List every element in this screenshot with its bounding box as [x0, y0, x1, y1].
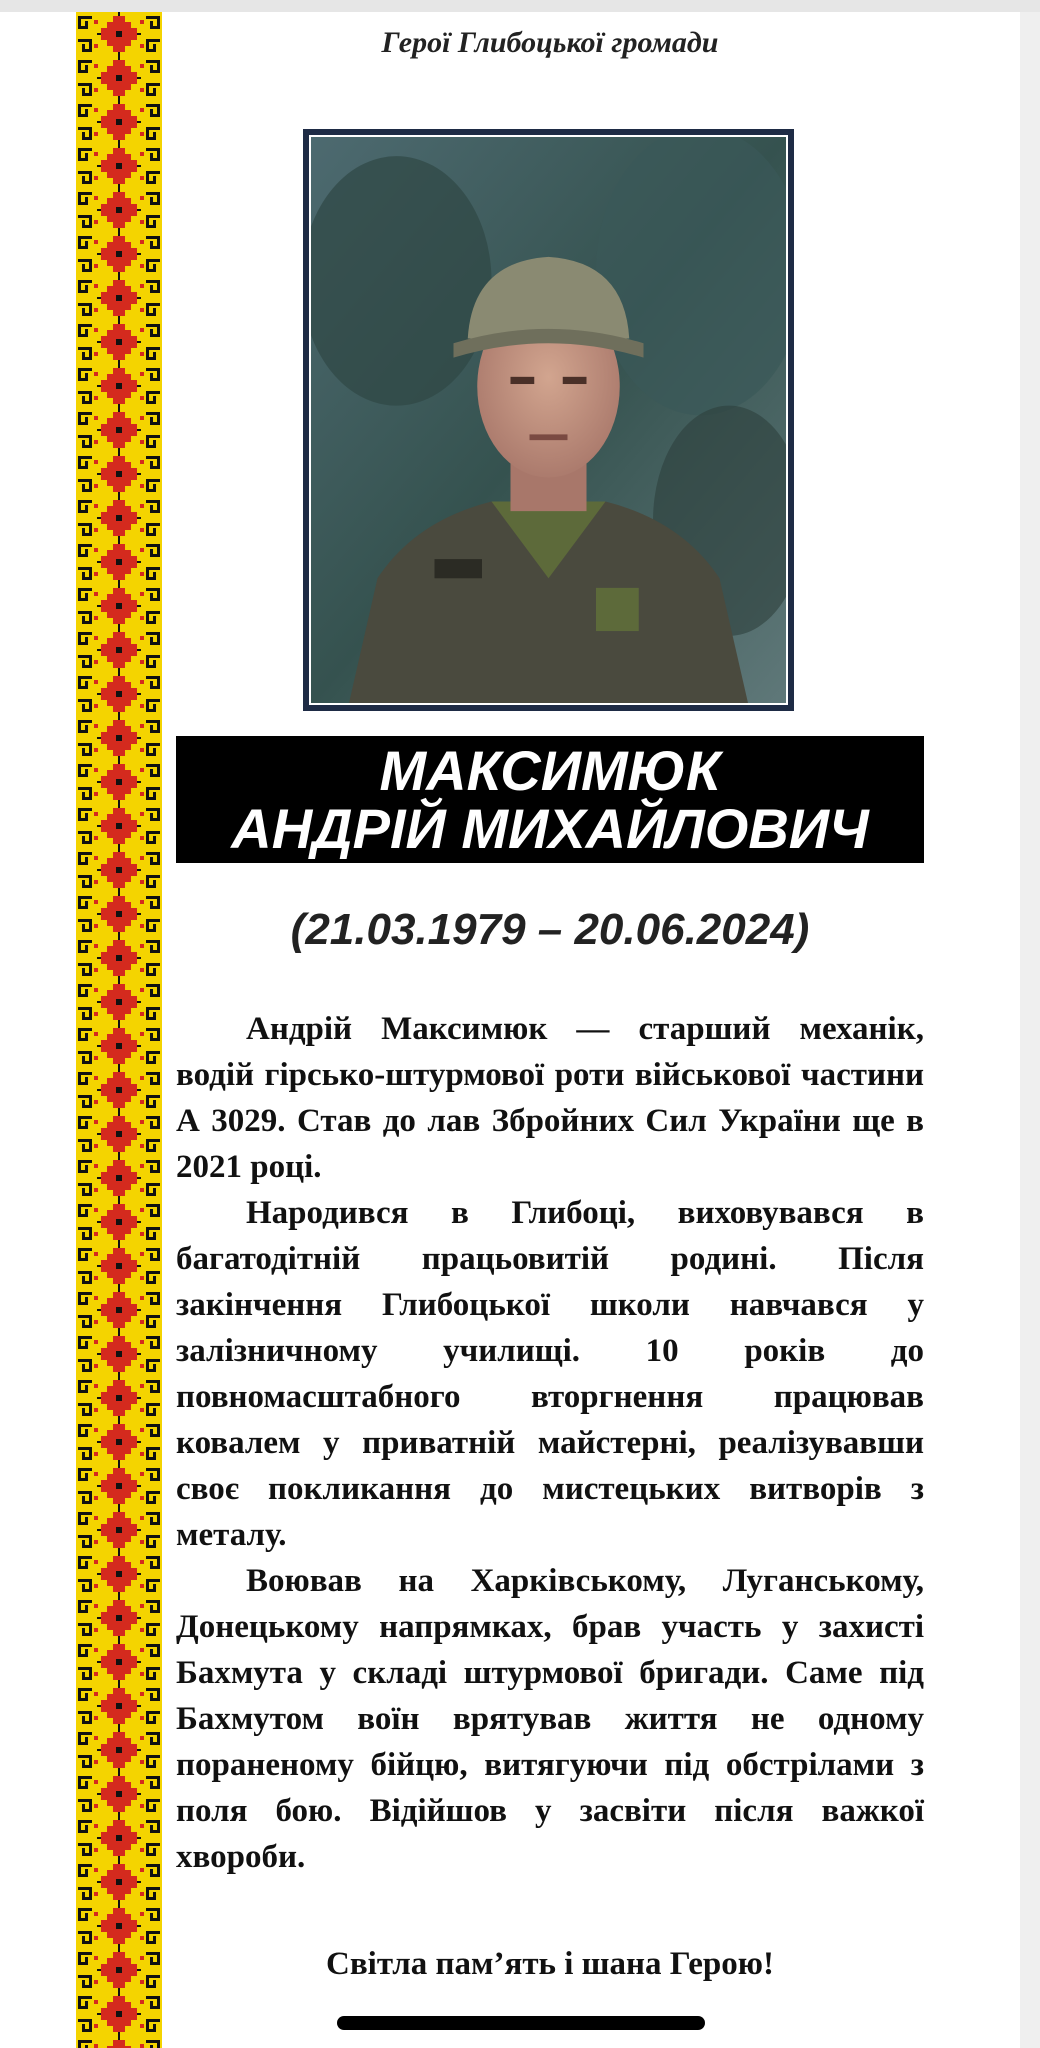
life-dates: (21.03.1979 – 20.06.2024) [290, 905, 810, 954]
hero-name-banner [176, 736, 924, 863]
portrait-photo [309, 135, 788, 705]
top-strip [0, 0, 1040, 12]
page-edge [1020, 12, 1040, 2048]
embroidery-ornament [76, 12, 162, 2048]
hero-given-names: АНДРІЙ МИХАЙЛОВИЧ [231, 797, 869, 860]
bio-paragraph: Народився в Глибоці, виховувався в багатодітній працьовитій родині. Після закінчення Глибоцької школи навчався у залізничному училищі. 10 років до повномасштабного вторгнення працював ковалем у приватній майстерні, реалізувавши своє покликання до мистецьких витворів з металу. [176, 1195, 924, 1553]
hero-surname: МАКСИМЮК [379, 739, 721, 802]
portrait-frame [303, 129, 794, 711]
bio-paragraph: Воював на Харківському, Луганському, Донецькому напрямках, брав участь у захисті Бахмута у складі штурмової бригади. Саме під Бахмутом воїн врятував життя не одному пораненому бійцю, витягуючи під обстрілами з поля бою. Відійшов у засвіти після важкої хвороби. [176, 1563, 924, 1875]
biography [176, 1006, 924, 1880]
home-indicator[interactable] [337, 2016, 705, 2030]
memorial-closing: Світла пам’ять і шана Герою! [326, 1946, 774, 1982]
page-title: Герої Глибоцької громади [381, 26, 719, 59]
bio-paragraph: Андрій Максимюк — старший механік, водій гірсько-штурмової роти військової частини А 3029. Став до лав Збройних Сил України ще в 2021 році. [176, 1011, 924, 1185]
